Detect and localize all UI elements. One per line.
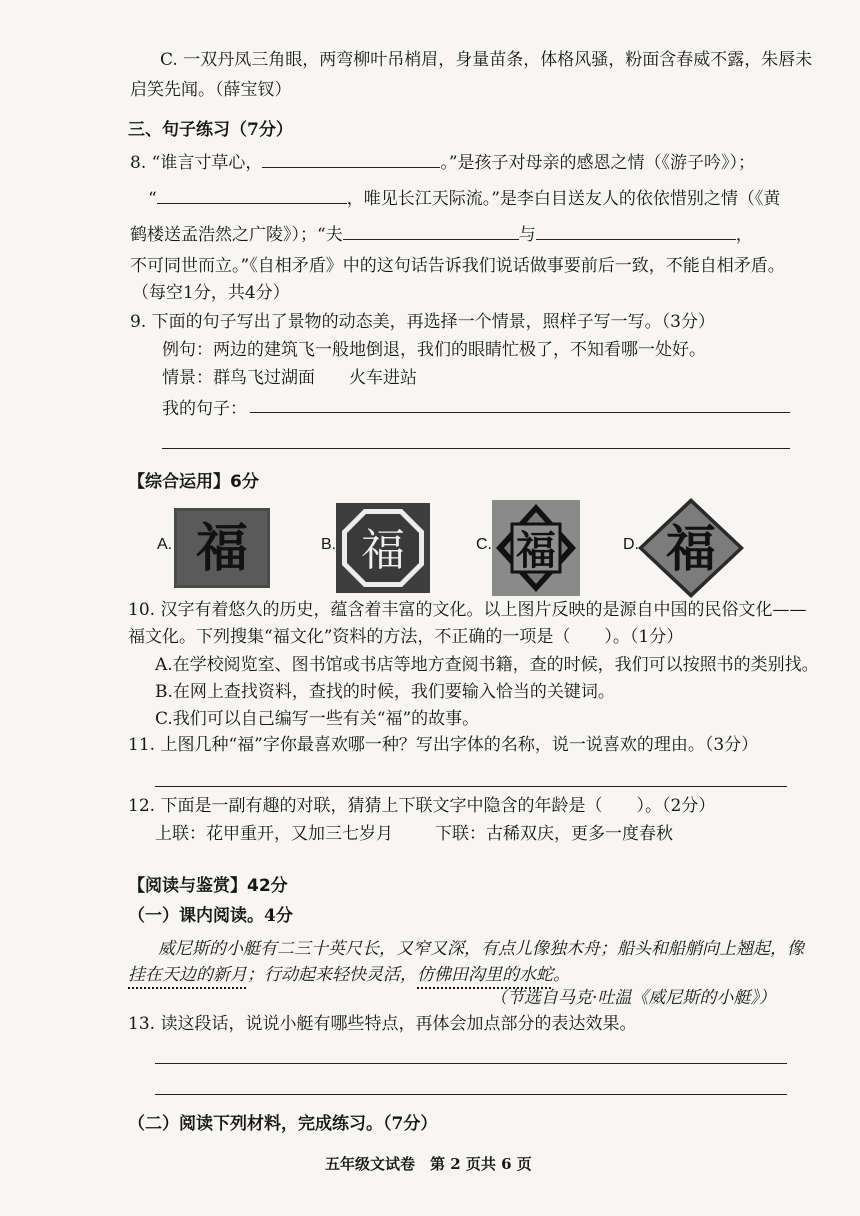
fu-image-c-graphic <box>492 500 580 596</box>
passage-line1: 威尼斯的小艇有二三十英尺长，又窄又深，有点儿像独木舟；船头和船艄向上翘起，像 <box>158 939 804 959</box>
q9-stem: 9. 下面的句子写出了景物的动态美，再选择一个情景，照样子写一写。（3分） <box>130 312 715 332</box>
part1-title: （一）课内阅读。4分 <box>128 906 293 926</box>
fu-image-b-char: 福 <box>361 525 405 576</box>
passage-source: （节选自马克·吐温《威尼斯的小艇》） <box>490 988 776 1008</box>
q13-answer-line-1[interactable] <box>155 1063 787 1064</box>
page-footer: 五年级文试卷 第 2 页共 6 页 <box>325 1155 532 1173</box>
q12-stem: 12. 下面是一副有趣的对联，猜猜上下联文字中隐含的年龄是（ ）。（2分） <box>128 796 716 816</box>
q10-option-c: C.我们可以自己编写一些有关“福”的故事。 <box>155 709 480 729</box>
section-title-sentence-practice: 三、句子练习（7分） <box>128 120 293 140</box>
fu-image-b-graphic <box>336 503 430 593</box>
q11-stem: 11. 上图几种“福”字你最喜欢哪一种？写出字体的名称，说一说喜欢的理由。（3分） <box>128 735 759 755</box>
q11-answer-line[interactable] <box>155 786 787 787</box>
q7-option-c-line1: C. 一双丹凤三角眼，两弯柳叶吊梢眉，身量苗条，体格风骚，粉面含春威不露，朱唇未 <box>160 50 813 70</box>
passage-line2: 挂在天边的新月；行动起来轻快灵活，仿佛田沟里的水蛇。 <box>128 965 570 985</box>
q8-blank-1[interactable] <box>262 150 440 168</box>
fu-image-c-label: C. <box>476 536 492 553</box>
q8-blank-4[interactable] <box>536 222 736 240</box>
part2-title: （二）阅读下列材料，完成练习。（7分） <box>128 1114 438 1134</box>
q12-lower-couplet: 下联：古稀双庆，更多一度春秋 <box>435 824 673 844</box>
q10-line1: 10. 汉字有着悠久的历史，蕴含着丰富的文化。以上图片反映的是源自中国的民俗文化—— <box>128 600 807 620</box>
fu-image-d-char: 福 <box>666 519 716 578</box>
q8-line4: 不可同世而立。”《自相矛盾》中的这句话告诉我们说话做事要前后一致，不能自相矛盾。 <box>130 256 785 276</box>
section-title-reading: 【阅读与鉴赏】42分 <box>128 876 288 896</box>
q9-example: 例句：两边的建筑飞一般地倒退，我们的眼睛忙极了，不知看哪一处好。 <box>162 340 706 360</box>
q9-scenes: 情景：群鸟飞过湖面 火车进站 <box>162 368 417 388</box>
fu-image-b <box>336 503 430 593</box>
q10-option-a: A.在学校阅览室、图书馆或书店等地方查阅书籍，查的时候，我们可以按照书的类别找。 <box>155 655 819 675</box>
fu-image-a-char: 福 <box>195 519 249 579</box>
q8-line1: 8. “谁言寸草心， 。”是孩子对母亲的感恩之情（《游子吟》）； <box>130 150 755 175</box>
fu-image-d <box>636 496 746 600</box>
fu-image-a-label: A. <box>157 536 173 553</box>
q13-answer-line-2[interactable] <box>155 1094 787 1095</box>
q9-my-sentence-label: 我的句子： <box>162 399 247 419</box>
q8-line2: “ ，唯见长江天际流。”是李白目送友人的依依惜别之情（《黄 <box>148 186 780 211</box>
passage-dotted-phrase-2: 仿佛田沟里的水蛇 <box>417 965 553 985</box>
fu-image-d-graphic <box>636 496 746 600</box>
q13-stem: 13. 读这段话，说说小艇有哪些特点，再体会加点部分的表达效果。 <box>128 1014 637 1034</box>
passage-dotted-phrase-1: 挂在天边的新月 <box>128 965 247 985</box>
fu-image-b-label: B. <box>321 536 337 553</box>
fu-image-a-graphic <box>174 508 270 588</box>
fu-image-c <box>492 500 580 596</box>
q8-score-note: （每空1分，共4分） <box>132 283 290 303</box>
fu-image-a <box>174 508 270 588</box>
q10-line2: 福文化。下列搜集“福文化”资料的方法，不正确的一项是（ ）。（1分） <box>128 627 684 647</box>
q8-line3: 鹤楼送孟浩然之广陵》）；“夫 与 ， <box>130 222 753 247</box>
section-title-comprehensive: 【综合运用】6分 <box>128 472 259 492</box>
q9-answer-line-1[interactable] <box>250 412 790 413</box>
q12-upper-couplet: 上联：花甲重开，又加三七岁月 <box>155 824 393 844</box>
q7-option-c-line2: 启笑先闻。（薛宝钗） <box>130 80 292 100</box>
q9-answer-line-2[interactable] <box>162 448 790 449</box>
fu-image-c-char: 福 <box>516 528 556 574</box>
fu-image-d-label: D. <box>623 536 639 553</box>
q10-option-b: B.在网上查找资料，查找的时候，我们要输入恰当的关键词。 <box>155 682 615 702</box>
q8-blank-3[interactable] <box>343 222 519 240</box>
q8-blank-2[interactable] <box>157 186 347 204</box>
